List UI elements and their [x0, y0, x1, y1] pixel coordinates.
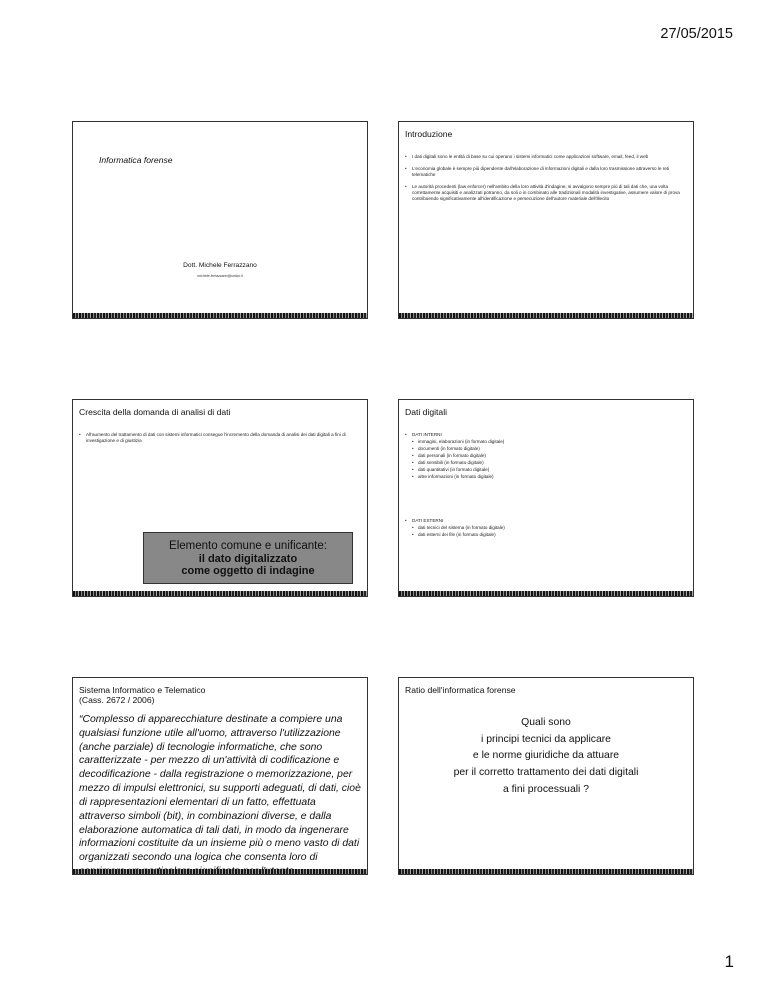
callout-line: come oggetto di indagine	[181, 565, 315, 577]
slide-title: Crescita della domanda di analisi di dati	[79, 407, 231, 417]
slide-title: Dati digitali	[405, 407, 448, 417]
slide-title: Ratio dell'informatica forense	[405, 685, 516, 695]
sub-item: • dati sensibili (in formato digitale)	[412, 460, 685, 466]
question-line: Quali sono	[521, 717, 571, 728]
bullet-list	[79, 432, 359, 450]
slide-footer-band	[73, 869, 367, 874]
definition-quote: “Complesso di apparecchiature destinate a compiere una qualsiasi funzione utile all'uomo, attraverso l'utilizzazione (anche parziale) di tecnologie informatiche, che sono caratterizzate - per mezzo di un'attività di codificazione e decodificazione - dalla registrazione o memorizzazione, per mezzo di impulsi elettronici, su supporti adeguati, di dati, cioè di rappresentazioni elementari di un fatto, effettuata attraverso simboli (bit), in combinazioni diverse, e dalla elaborazione automatica di tali dati, in modo da ingenerare informazioni costituite da un insieme più o meno vasto di dati organizzati secondo una logica che consenta loro di	[79, 714, 361, 864]
page-number: 1	[724, 952, 734, 971]
slide-2	[398, 121, 694, 319]
sub-item: • dati quantitativi (in formato digitale)	[412, 467, 685, 473]
bullet-list	[405, 154, 685, 208]
slide-4	[398, 399, 694, 597]
slide-5	[72, 677, 368, 875]
callout-line: Elemento comune e unificante:	[169, 540, 327, 552]
slide-footer-band	[73, 313, 367, 318]
sub-item: • documenti (in formato digitale)	[412, 446, 685, 452]
sub-item: • dati personali (in formato digitale)	[412, 453, 685, 459]
slide-3	[72, 399, 368, 597]
group-label: DATI ESTERNI	[412, 518, 444, 523]
bullet-item: • All'aumento del trattamento di dati con sistemi informatici consegue l'incremento della domanda di analisi dei dati digitali a fini di investigazione e di giustizia	[79, 432, 359, 444]
callout-box	[143, 532, 353, 584]
sub-item: • immagini, elaborazioni (in formato digitale)	[412, 439, 685, 445]
slide-footer-band	[399, 313, 693, 318]
bullet-list-external	[405, 518, 685, 544]
slide-subtitle: (Cass. 2672 / 2006)	[79, 695, 155, 705]
slide-1	[72, 121, 368, 319]
callout-line: il dato digitalizzato	[198, 553, 298, 565]
central-question	[399, 715, 693, 798]
sub-list	[412, 439, 685, 480]
sub-list	[412, 525, 685, 538]
slide-title: Informatica forense	[99, 155, 173, 165]
bullet-item: • Le autorità procedenti (law enforcer) nell'ambito della loro attività d'indagine, si avvalgono sempre più di tali dati che, una volta correttamente acquisiti e analizzati potranno, da soli o in combinato alle tradizionali modalità investigative, assumere valore di prova contribuendo significativamente all'identificazione e persecuzione dell'autore materiale dell'illecito	[405, 184, 685, 202]
question-line: e le norme giuridiche da attuare	[472, 750, 620, 762]
slide-footer-band	[399, 869, 693, 874]
sub-item: • altre informazioni (in formato digitale)	[412, 474, 685, 480]
slide-footer-band	[399, 591, 693, 596]
group-label: DATI INTERNI	[412, 432, 442, 437]
print-date: 27/05/2015	[660, 26, 733, 42]
question-line: a fini processuali ?	[502, 783, 590, 795]
bullet-item: • L'economia globale è sempre più dipendente dall'elaborazione di informazioni digitali e dalla loro trasmissione attraverso le reti telematiche	[405, 166, 685, 178]
bullet-list-internal	[405, 432, 685, 486]
question-line: i principi tecnici da applicare	[481, 733, 611, 745]
slide-6	[398, 677, 694, 875]
slide-title: Sistema Informatico e Telematico	[79, 685, 206, 695]
slide-author: Dott. Michele Ferrazzano	[183, 262, 257, 269]
question-line: per il corretto trattamento dei dati digitali	[453, 766, 639, 778]
bullet-item	[405, 518, 685, 538]
slide-footer-band	[73, 591, 367, 596]
sub-item: • dati esterni dei file (in formato digitale)	[412, 532, 685, 538]
author-email: michele.ferrazzano@unibo.it	[197, 274, 243, 278]
bullet-item: • I dati digitali sono le entità di base su cui operano i sistemi informatici come applicazioni software, email, feed, il web	[405, 154, 685, 160]
bullet-item	[405, 432, 685, 480]
sub-item: • dati tecnici del sistema (in formato digitale)	[412, 525, 685, 531]
slide-title: Introduzione	[405, 129, 453, 139]
